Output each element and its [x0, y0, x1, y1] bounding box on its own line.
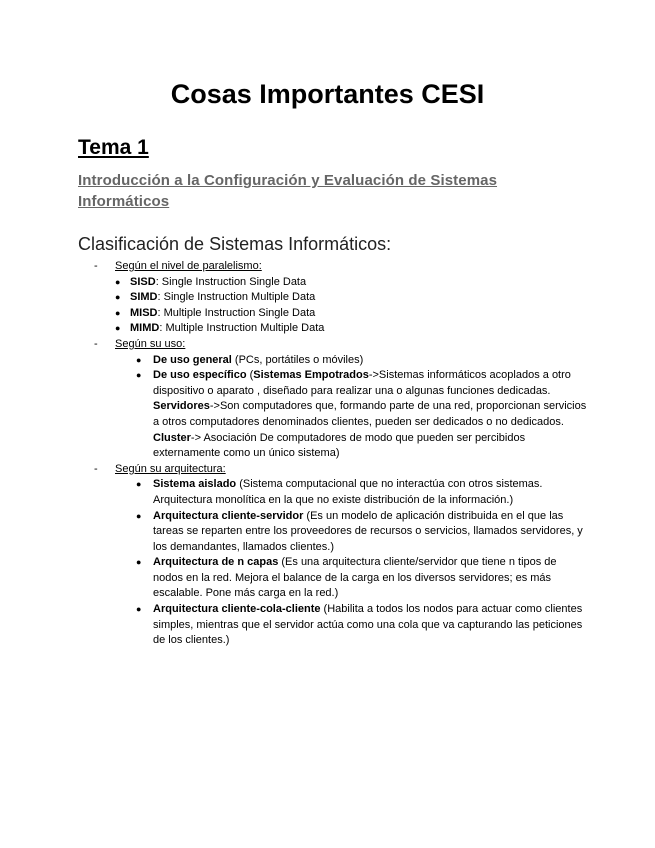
item-text: : Multiple Instruction Single Data — [157, 306, 316, 319]
item-text: : Multiple Instruction Multiple Data — [159, 322, 325, 335]
item-text: ( — [246, 369, 254, 382]
item-text: : Single Instruction Multiple Data — [157, 291, 316, 304]
item-text: (Habilita a todos los nodos para actuar como clientes simples, mientras que el servidor actúa como una cola que va capturando las peticiones de los clientes.) — [153, 603, 583, 647]
item-term: Arquitectura cliente-servidor — [153, 509, 304, 522]
item-term: SIMD — [130, 291, 158, 304]
item-list — [115, 275, 588, 337]
item-text: : Single Instruction Single Data — [155, 275, 307, 288]
item-text: (Es un modelo de aplicación distribuida en el que las tareas se reparten entre los proveedores de recursos o servicios, llamados servidores, y los demandantes, llamados clientes.) — [153, 509, 583, 553]
dash-marker: - — [94, 260, 98, 272]
bullet-marker: ● — [136, 354, 142, 365]
list-item — [78, 477, 588, 508]
item-text: (Sistema computacional que no interactúa con otros sistemas. Arquitectura monolítica en la que no existe distribución de la información.) — [153, 478, 543, 506]
bullet-marker: ● — [115, 323, 121, 334]
bullet-marker: ● — [136, 370, 142, 381]
dash-marker: - — [94, 337, 98, 350]
item-term: MISD — [130, 306, 158, 319]
section-label: Según el nivel de paralelismo: — [115, 260, 262, 272]
item-term: Arquitectura de n capas — [153, 556, 279, 569]
section-usage — [78, 337, 588, 462]
document-title: Cosas Importantes CESI — [170, 79, 485, 109]
section-parallelism — [78, 259, 588, 337]
item-term: SISD — [130, 275, 156, 288]
bullet-marker: ● — [136, 557, 142, 568]
list-item — [78, 321, 588, 337]
item-term: De uso general — [153, 353, 232, 366]
section-heading: Clasificación de Sistemas Informáticos: — [78, 234, 392, 254]
item-text: (PCs, portátiles o móviles) — [231, 353, 364, 366]
topic-heading: Tema 1 — [78, 136, 149, 159]
list-item — [78, 275, 588, 291]
list-item — [78, 555, 588, 602]
bullet-marker: ● — [136, 510, 142, 521]
list-item — [78, 509, 588, 556]
item-term: MIMD — [130, 322, 160, 335]
item-list — [115, 477, 588, 649]
list-item — [78, 353, 588, 369]
list-item — [78, 368, 588, 462]
bullet-marker: ● — [136, 604, 142, 615]
item-term: Servidores — [153, 400, 210, 413]
section-label: Según su uso: — [115, 337, 186, 350]
classification-outline — [78, 259, 588, 649]
bullet-marker: ● — [115, 276, 121, 287]
item-term: Arquitectura cliente-cola-cliente — [153, 603, 321, 616]
list-item — [78, 602, 588, 649]
section-label: Según su arquitectura: — [115, 462, 226, 475]
item-term: Cluster — [153, 431, 191, 444]
item-text: ->Son computadores que, formando parte de una red, proporcionan servicios a otros computadores denominados clientes, pueden ser dedicados o no dedicados. — [153, 400, 587, 428]
bullet-marker: ● — [115, 307, 121, 318]
item-term: Sistema aislado — [153, 478, 237, 491]
list-item — [78, 290, 588, 306]
topic-subtitle: Introducción a la Configuración y Evaluación de Sistemas Informáticos — [78, 172, 498, 210]
item-text: -> Asociación De computadores de modo que pueden ser percibidos externamente como un único sistema) — [153, 431, 526, 460]
item-term: Sistemas Empotrados — [253, 369, 369, 382]
bullet-marker: ● — [115, 292, 121, 303]
item-text: ->Sistemas informáticos acoplados a otro dispositivo o aparato , diseñado para realizar una o algunas funciones dedicadas. — [153, 369, 571, 397]
list-item — [78, 306, 588, 322]
section-architecture — [78, 462, 588, 649]
item-list — [115, 353, 588, 462]
item-term: De uso específico — [153, 369, 247, 382]
item-text: (Es una arquitectura cliente/servidor que tiene n tipos de nodos en la red. Mejora el balance de la carga en los diversos servidores; es más escalable. Pone más carga en la red.) — [153, 556, 557, 600]
dash-marker: - — [94, 462, 98, 475]
bullet-marker: ● — [136, 479, 142, 490]
